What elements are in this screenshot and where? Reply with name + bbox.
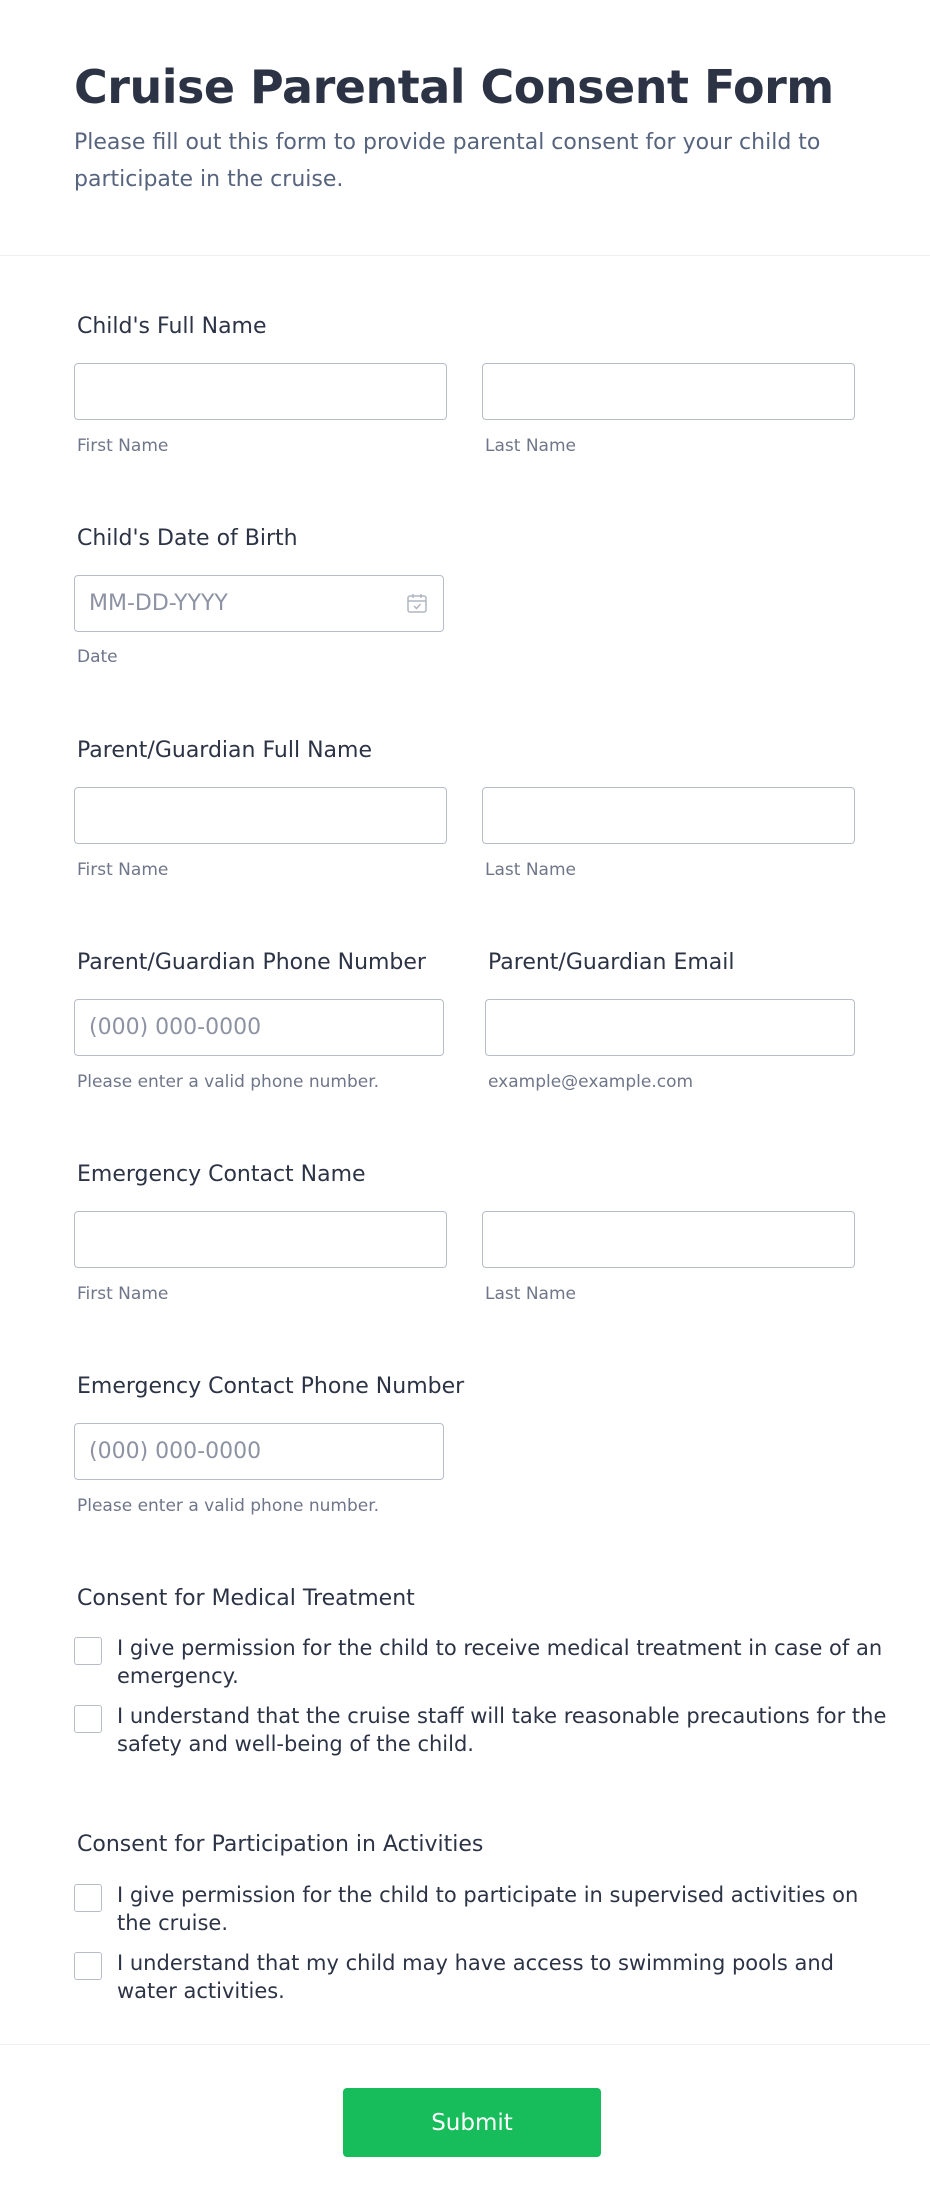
parent-email-label: Parent/Guardian Email [488,950,735,975]
parent-phone-input[interactable] [74,999,444,1056]
emergency-phone-sublabel: Please enter a valid phone number. [77,1496,380,1516]
activities-consent-label: Consent for Participation in Activities [77,1832,484,1857]
activities-option-1[interactable] [74,1881,864,1941]
parent-phone-label: Parent/Guardian Phone Number [77,950,426,975]
emergency-name-label: Emergency Contact Name [77,1162,366,1187]
checkbox-label[interactable]: I understand that the cruise staff will take reasonable precautions for the safety and well-being of the child. [117,1704,887,1756]
child-name-label: Child's Full Name [77,314,267,339]
child-dob-sublabel: Date [77,647,118,667]
emergency-first-name-sublabel: First Name [77,1284,169,1304]
medical-option-1[interactable] [74,1634,883,1694]
form-header [0,0,930,256]
child-first-name-sublabel: First Name [77,436,169,456]
emergency-phone-input[interactable] [74,1423,444,1480]
submit-button[interactable]: Submit [343,2088,601,2157]
checkbox-label[interactable]: I understand that my child may have access to swimming pools and water activities. [117,1951,834,2003]
footer-divider [0,2044,930,2045]
emergency-last-name-sublabel: Last Name [485,1284,576,1304]
calendar-icon[interactable] [406,592,428,614]
parent-last-name-input[interactable] [482,787,855,844]
emergency-last-name-input[interactable] [482,1211,855,1268]
parent-email-input[interactable] [485,999,855,1056]
parent-first-name-sublabel: First Name [77,860,169,880]
activities-option-2[interactable] [74,1949,864,2009]
parent-email-sublabel: example@example.com [488,1072,694,1092]
emergency-first-name-input[interactable] [74,1211,447,1268]
child-first-name-input[interactable] [74,363,447,420]
parent-first-name-input[interactable] [74,787,447,844]
child-last-name-sublabel: Last Name [485,436,576,456]
parent-name-label: Parent/Guardian Full Name [77,738,372,763]
checkbox[interactable] [74,1705,102,1733]
form-subtitle: Please fill out this form to provide parental consent for your child to participate in the cruise. [74,130,821,192]
medical-option-2[interactable] [74,1702,887,1762]
checkbox[interactable] [74,1952,102,1980]
emergency-phone-label: Emergency Contact Phone Number [77,1374,465,1399]
medical-consent-label: Consent for Medical Treatment [77,1586,415,1611]
checkbox[interactable] [74,1884,102,1912]
checkbox-label[interactable]: I give permission for the child to receive medical treatment in case of an emergency. [117,1636,883,1688]
checkbox-label[interactable]: I give permission for the child to participate in supervised activities on the cruise. [117,1883,859,1935]
child-last-name-input[interactable] [482,363,855,420]
child-dob-label: Child's Date of Birth [77,526,298,551]
parent-phone-sublabel: Please enter a valid phone number. [77,1072,380,1092]
parent-last-name-sublabel: Last Name [485,860,576,880]
form-title: Cruise Parental Consent Form [74,60,834,114]
checkbox[interactable] [74,1637,102,1665]
child-dob-input[interactable] [74,575,444,632]
